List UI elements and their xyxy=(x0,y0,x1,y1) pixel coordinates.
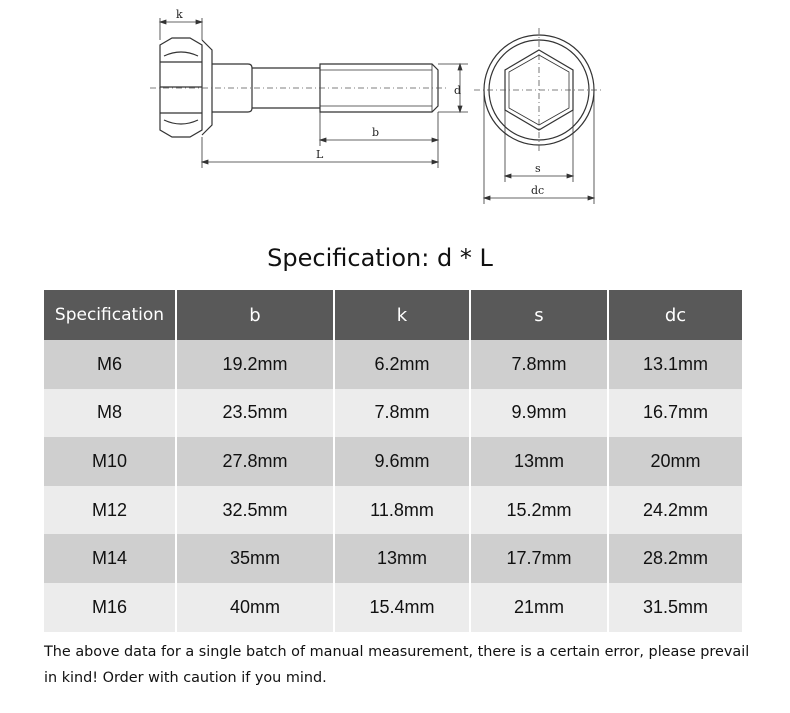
dim-label-b: b xyxy=(372,126,380,139)
table-row xyxy=(44,486,742,535)
cell-spec: M14 xyxy=(44,534,176,583)
dim-label-dc: dc xyxy=(531,184,545,197)
cell-b: 35mm xyxy=(176,534,334,583)
specification-table xyxy=(44,290,742,632)
cell-k: 15.4mm xyxy=(334,583,470,632)
cell-k: 9.6mm xyxy=(334,437,470,486)
cell-spec: M8 xyxy=(44,389,176,438)
cell-b: 40mm xyxy=(176,583,334,632)
cell-k: 7.8mm xyxy=(334,389,470,438)
cell-dc: 28.2mm xyxy=(608,534,742,583)
dim-label-d: d xyxy=(454,84,462,97)
dim-label-L: L xyxy=(316,148,324,161)
cell-dc: 31.5mm xyxy=(608,583,742,632)
cell-b: 23.5mm xyxy=(176,389,334,438)
table-row xyxy=(44,340,742,389)
cell-b: 27.8mm xyxy=(176,437,334,486)
header-specification: Specification xyxy=(44,290,176,340)
cell-s: 15.2mm xyxy=(470,486,608,535)
measurement-note: The above data for a single batch of manual measurement, there is a certain error, please prevail in kind! Order with caution if you mind. xyxy=(44,644,750,686)
cell-s: 21mm xyxy=(470,583,608,632)
cell-b: 32.5mm xyxy=(176,486,334,535)
cell-spec: M16 xyxy=(44,583,176,632)
cell-s: 7.8mm xyxy=(470,340,608,389)
cell-k: 6.2mm xyxy=(334,340,470,389)
cell-spec: M10 xyxy=(44,437,176,486)
bolt-technical-drawing xyxy=(0,0,790,230)
page-title: Specification: d * L xyxy=(267,244,493,272)
cell-s: 9.9mm xyxy=(470,389,608,438)
cell-dc: 16.7mm xyxy=(608,389,742,438)
cell-dc: 20mm xyxy=(608,437,742,486)
cell-k: 13mm xyxy=(334,534,470,583)
cell-spec: M6 xyxy=(44,340,176,389)
cell-dc: 13.1mm xyxy=(608,340,742,389)
cell-s: 13mm xyxy=(470,437,608,486)
table-row xyxy=(44,389,742,438)
table-row xyxy=(44,534,742,583)
header-s: s xyxy=(470,290,608,340)
header-k: k xyxy=(334,290,470,340)
cell-dc: 24.2mm xyxy=(608,486,742,535)
table-row xyxy=(44,583,742,632)
cell-spec: M12 xyxy=(44,486,176,535)
cell-s: 17.7mm xyxy=(470,534,608,583)
cell-b: 19.2mm xyxy=(176,340,334,389)
cell-k: 11.8mm xyxy=(334,486,470,535)
header-b: b xyxy=(176,290,334,340)
table-header-row xyxy=(44,290,742,340)
table-row xyxy=(44,437,742,486)
header-dc: dc xyxy=(608,290,742,340)
dim-label-k: k xyxy=(176,8,183,21)
dim-label-s: s xyxy=(535,162,541,175)
